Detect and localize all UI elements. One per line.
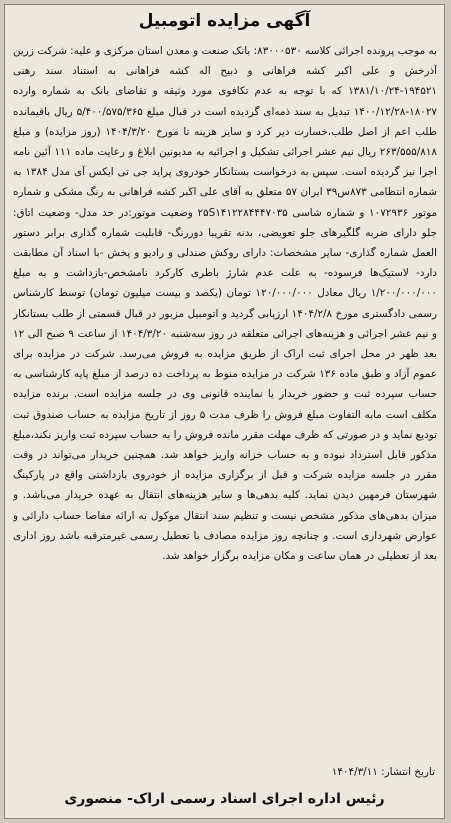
signature-line: رئیس اداره اجرای اسناد رسمی اراک- منصوری xyxy=(64,791,385,807)
notice-paragraph: به موجب پرونده اجرائی کلاسه ۸۳۰۰۰۵۳۰: بانک صنعت و معدن استان مرکزی و علیه: شرکت زرین آذرخش و علی اکبر کشه فراهانی و ذبیح اله کشه فراهانی به استناد سند رهنی ۱۹۴۵۲۱-۱۳۸۱/۱۰/۲۴ که با توجه به عدم تکافوی مورد وثیقه و تقاضای بانک به شماره وارده ۱۸۰۲۷-۱۴۰۰/۱۲/۲۸ تبدیل به سند ذمه‌ای گردیده است در قبال مبلغ ۵/۴۰۰/۵۷۵/۳۶۵ ریال باقیمانده طلب اعم از اصل طلب،خسارت دیر کرد و سایر هزینه تا مورخ ۱۴۰۴/۳/۲۰ (روز مزایده) و مبلغ ۲۶۳/۵۵۵/۸۱۸ ریال نیم عشر اجرائی تشکیل و اجرائیه به مدیونین ابلاغ و رعایت ماده ۱۱۱ آئین نامه اجرا نیز گردیده است. سپس به درخواست بستانکار خودروی پراید جی تی ایکس آی مدل ۱۳۸۴ به شماره انتظامی ۸۷۳س۳۹ ایران ۵۷ متعلق به آقای علی اکبر کشه فراهانی به رنگ مشکی و شماره موتور ۱۰۷۲۹۳۶ و شماره شاسی ۲۵S۱۴۱۲۲۸۴۴۴۷۰۳۵ وضعیت موتور:در حد مدل- وضعیت اتاق: جلو دارای ضربه گلگیرهای جلو تعویضی، بدنه تقریبا دوررنگ- قابلیت شماره گذاری برابر دستور العمل شماره گذاری- سایر مشخصات: دارای روکش صندلی و رادیو و پخش -با اسناد آن مطابقت دارد- لاستیک‌ها فرسوده- به علت عدم شارژ باطری کارکرد نامشخص-بازداشت و به مبلغ ۱/۲۰۰/۰۰۰/۰۰۰ ریال معادل ۱۲۰/۰۰۰/۰۰۰ تومان (یکصد و بیست میلیون تومان) توسط کارشناس رسمی دادگستری مورخ ۱۴۰۴/۲/۸ ارزیابی گردید و اتومبیل مزبور در قبال قسمتی از طلب بستانکار و نیم عشر اجرائی و هزینه‌های اجرائی متعلقه در روز سه‌شنبه ۱۴۰۴/۳/۲۰ از ساعت ۹ صبح الی ۱۲ بعد ظهر در محل اجرای ثبت اراک از طریق مزایده به فروش می‌رسد. شرکت در مزایده برای عموم آزاد و طبق ماده ۱۳۶ شرکت در مزایده منوط به پرداخت ده درصد از مبلغ پایه کارشناسی به حساب سپرده ثبت و حضور خریدار یا نماینده قانونی وی در جلسه مزایده است. برنده مزایده مکلف است مابه التفاوت مبلغ فروش را ظرف مدت ۵ روز از تاریخ مزایده به حساب صندوق ثبت تودیع نماید و در صورتی که ظرف مهلت مقرر مانده فروش را به حساب سپرده ثبت واریز نکند،مبلغ مذکور قابل استرداد نبوده و به حساب خزانه واریز خواهد شد. همچنین خریدار می‌تواند در وقت مقرر در جلسه مزایده شرکت و قبل از برگزاری مزایده از خودروی بازداشتی واقع در پارکینگ شهرستان فرمهین دیدن نماید. کلیه بدهی‌ها و سایر هزینه‌های انتقال به عهده خریدار می‌باشد. و میزان بدهی‌های مذکور مشخص نیست و تنظیم سند انتقال موکول به ارائه مفاصا حساب دارائی و عوارض شهرداری است. و چنانچه روز مزایده مصادف با تعطیل رسمی غیرمترقبه باشد روز اداری بعد از تعطیلی در همان ساعت و مکان مزایده برگزار خواهد شد. xyxy=(13,45,437,563)
publication-date-label: تاریخ انتشار: xyxy=(381,766,435,778)
notice-body xyxy=(13,41,437,783)
notice-sheet xyxy=(4,4,445,819)
publication-date-value: ۱۴۰۴/۳/۱۱ xyxy=(331,766,378,778)
notice-title: آگهی مزایده اتومبیل xyxy=(138,11,311,31)
publication-date xyxy=(332,766,435,778)
